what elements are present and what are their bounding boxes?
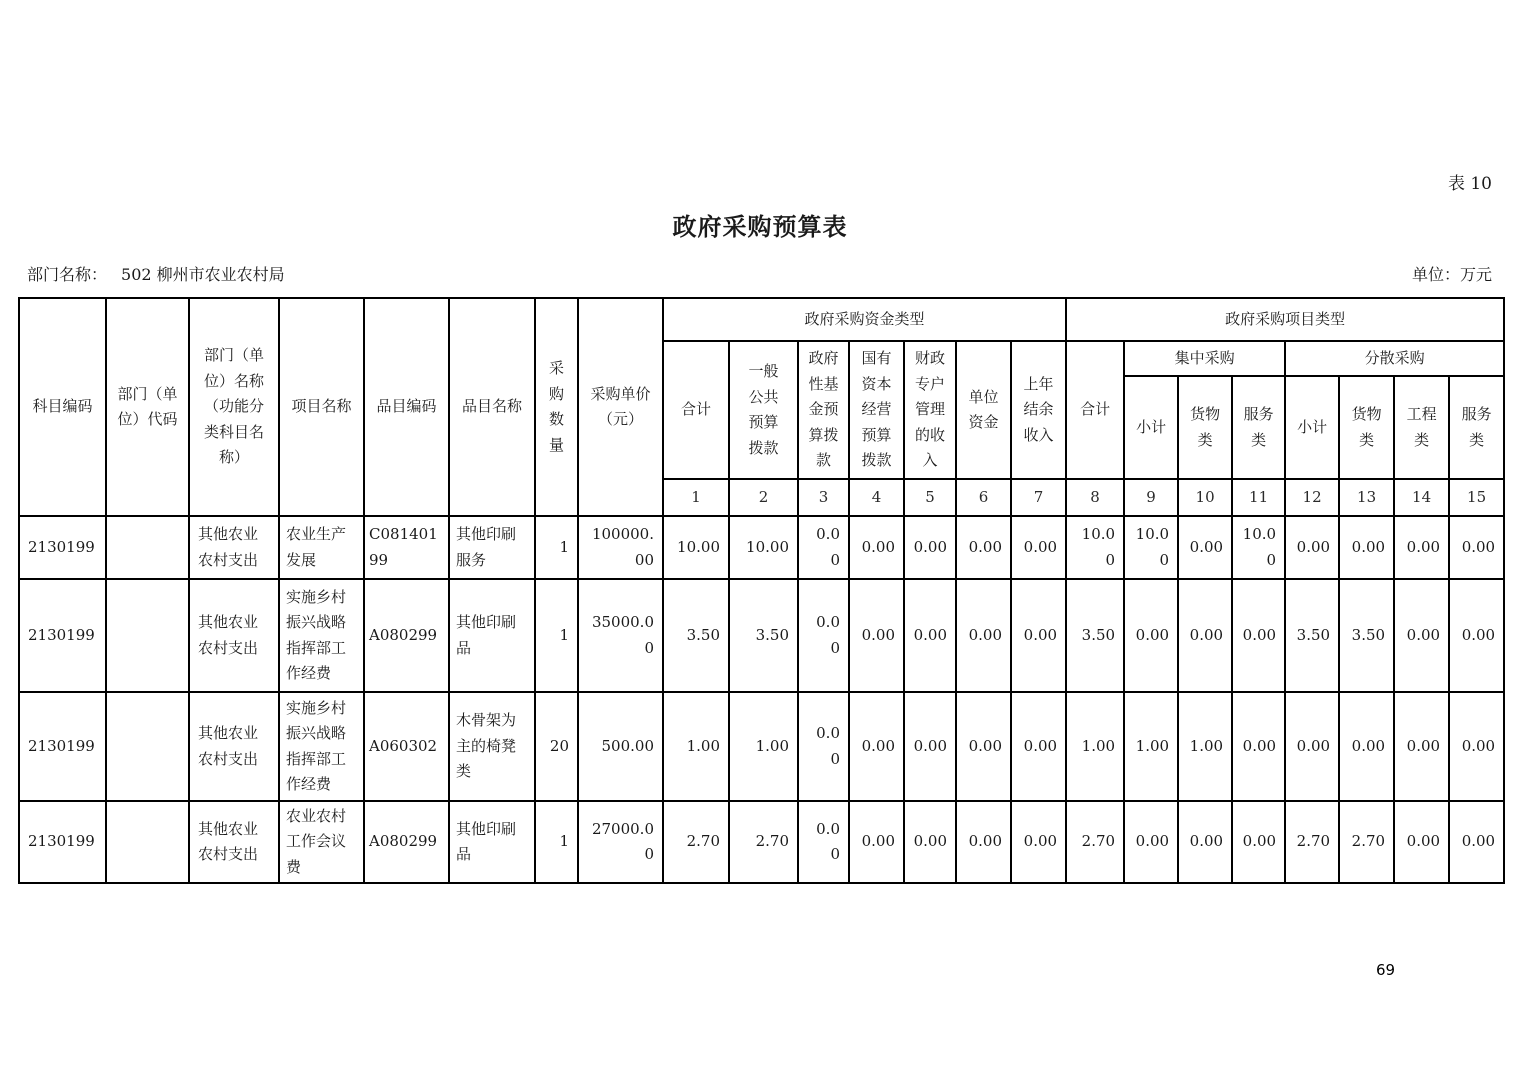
cell-project-name: 实施乡村振兴战略指挥部工作经费 — [279, 692, 364, 801]
cell-item-code: A060302 — [364, 692, 449, 801]
cell-dispersed-works: 0.00 — [1394, 579, 1449, 692]
cell-item-name: 其他印刷服务 — [449, 516, 535, 579]
cell-project-total: 2.70 — [1066, 801, 1124, 883]
cell-dispersed-services: 0.00 — [1449, 801, 1504, 883]
cell-fund-prior-year-surplus: 0.00 — [1011, 579, 1066, 692]
col-number: 3 — [798, 479, 849, 516]
cell-item-code: A080299 — [364, 801, 449, 883]
cell-dept-name: 其他农业农村支出 — [189, 801, 279, 883]
cell-centralized-services: 10.00 — [1232, 516, 1285, 579]
col-number: 7 — [1011, 479, 1066, 516]
cell-unit-price: 35000.00 — [578, 579, 663, 692]
col-number: 5 — [904, 479, 956, 516]
cell-fund-government-fund-budget: 0.00 — [798, 692, 849, 801]
cell-dispersed-works: 0.00 — [1394, 516, 1449, 579]
cell-dispersed-goods: 0.00 — [1339, 692, 1394, 801]
cell-project-name: 农业农村工作会议费 — [279, 801, 364, 883]
cell-dept-code — [106, 692, 189, 801]
cell-qty: 1 — [535, 579, 578, 692]
cell-fund-general-public-budget: 2.70 — [729, 801, 798, 883]
col-header-dispersed-works: 工程类 — [1394, 376, 1449, 479]
col-number: 2 — [729, 479, 798, 516]
cell-dept-code — [106, 579, 189, 692]
page-number: 69 — [1376, 961, 1396, 979]
project-type-group-header: 政府采购项目类型 — [1066, 298, 1504, 341]
col-header-dispersed-subtotal: 小计 — [1285, 376, 1339, 479]
cell-centralized-subtotal: 0.00 — [1124, 801, 1178, 883]
cell-dispersed-goods: 3.50 — [1339, 579, 1394, 692]
cell-dispersed-subtotal: 3.50 — [1285, 579, 1339, 692]
col-header-fund-unit-funds: 单位资金 — [956, 341, 1011, 479]
cell-unit-price: 27000.00 — [578, 801, 663, 883]
cell-centralized-subtotal: 10.00 — [1124, 516, 1178, 579]
department-line — [27, 262, 285, 285]
cell-fund-government-fund-budget: 0.00 — [798, 516, 849, 579]
col-number: 8 — [1066, 479, 1124, 516]
col-header-centralized-goods: 货物类 — [1178, 376, 1232, 479]
col-header-subject-code: 科目编码 — [19, 298, 106, 516]
cell-item-name: 其他印刷品 — [449, 579, 535, 692]
cell-centralized-services: 0.00 — [1232, 801, 1285, 883]
cell-subject-code: 2130199 — [19, 516, 106, 579]
cell-centralized-goods: 0.00 — [1178, 579, 1232, 692]
col-header-fund-general-public-budget: 一般公共预算拨款 — [729, 341, 798, 479]
cell-fund-state-capital-budget: 0.00 — [849, 516, 904, 579]
cell-qty: 1 — [535, 801, 578, 883]
department-value: 502 柳州市农业农村局 — [121, 265, 285, 284]
cell-dispersed-services: 0.00 — [1449, 692, 1504, 801]
dispersed-procurement-header: 分散采购 — [1285, 341, 1504, 376]
col-header-fund-fiscal-special-account: 财政专户管理的收入 — [904, 341, 956, 479]
cell-centralized-services: 0.00 — [1232, 692, 1285, 801]
cell-fund-government-fund-budget: 0.00 — [798, 579, 849, 692]
cell-centralized-goods: 0.00 — [1178, 801, 1232, 883]
cell-project-total: 3.50 — [1066, 579, 1124, 692]
cell-centralized-goods: 1.00 — [1178, 692, 1232, 801]
col-number: 12 — [1285, 479, 1339, 516]
cell-subject-code: 2130199 — [19, 692, 106, 801]
cell-qty: 20 — [535, 692, 578, 801]
col-header-unit-price: 采购单价（元） — [578, 298, 663, 516]
col-number: 15 — [1449, 479, 1504, 516]
table-row — [19, 579, 1504, 692]
sheet-label: 表 10 — [1447, 174, 1492, 194]
cell-project-total: 10.00 — [1066, 516, 1124, 579]
table-row — [19, 801, 1504, 883]
cell-centralized-goods: 0.00 — [1178, 516, 1232, 579]
cell-dept-name: 其他农业农村支出 — [189, 516, 279, 579]
cell-dispersed-services: 0.00 — [1449, 516, 1504, 579]
cell-fund-fiscal-special-account: 0.00 — [904, 579, 956, 692]
page-title: 政府采购预算表 — [672, 212, 848, 241]
col-number: 10 — [1178, 479, 1232, 516]
col-number: 9 — [1124, 479, 1178, 516]
cell-fund-unit-funds: 0.00 — [956, 801, 1011, 883]
cell-dispersed-goods: 0.00 — [1339, 516, 1394, 579]
cell-unit-price: 100000.00 — [578, 516, 663, 579]
cell-dept-name: 其他农业农村支出 — [189, 579, 279, 692]
procurement-budget-table — [18, 297, 1505, 884]
col-number: 13 — [1339, 479, 1394, 516]
cell-fund-general-public-budget: 3.50 — [729, 579, 798, 692]
col-header-item-name: 品目名称 — [449, 298, 535, 516]
cell-subject-code: 2130199 — [19, 801, 106, 883]
col-header-project-name: 项目名称 — [279, 298, 364, 516]
cell-fund-general-public-budget: 10.00 — [729, 516, 798, 579]
cell-fund-prior-year-surplus: 0.00 — [1011, 516, 1066, 579]
col-header-purchase-qty: 采购数量 — [535, 298, 578, 516]
cell-centralized-subtotal: 0.00 — [1124, 579, 1178, 692]
col-header-fund-government-fund-budget: 政府性基金预算拨款 — [798, 341, 849, 479]
cell-dept-code — [106, 801, 189, 883]
cell-fund-total: 3.50 — [663, 579, 729, 692]
cell-fund-fiscal-special-account: 0.00 — [904, 692, 956, 801]
col-header-item-code: 品目编码 — [364, 298, 449, 516]
col-header-centralized-services: 服务类 — [1232, 376, 1285, 479]
fund-type-group-header: 政府采购资金类型 — [663, 298, 1066, 341]
cell-fund-fiscal-special-account: 0.00 — [904, 516, 956, 579]
table-row — [19, 692, 1504, 801]
cell-fund-state-capital-budget: 0.00 — [849, 692, 904, 801]
department-label: 部门名称： — [27, 265, 108, 284]
col-number: 11 — [1232, 479, 1285, 516]
cell-qty: 1 — [535, 516, 578, 579]
col-number: 1 — [663, 479, 729, 516]
cell-project-name: 实施乡村振兴战略指挥部工作经费 — [279, 579, 364, 692]
cell-dispersed-services: 0.00 — [1449, 579, 1504, 692]
col-header-centralized-subtotal: 小计 — [1124, 376, 1178, 479]
col-header-dispersed-services: 服务类 — [1449, 376, 1504, 479]
cell-fund-state-capital-budget: 0.00 — [849, 579, 904, 692]
cell-fund-total: 2.70 — [663, 801, 729, 883]
cell-fund-unit-funds: 0.00 — [956, 692, 1011, 801]
cell-item-code: C08140199 — [364, 516, 449, 579]
cell-fund-state-capital-budget: 0.00 — [849, 801, 904, 883]
cell-fund-prior-year-surplus: 0.00 — [1011, 692, 1066, 801]
cell-project-total: 1.00 — [1066, 692, 1124, 801]
cell-subject-code: 2130199 — [19, 579, 106, 692]
cell-item-name: 其他印刷品 — [449, 801, 535, 883]
cell-fund-total: 1.00 — [663, 692, 729, 801]
col-header-dept-code: 部门（单位）代码 — [106, 298, 189, 516]
col-header-project-total: 合计 — [1066, 341, 1124, 479]
cell-fund-general-public-budget: 1.00 — [729, 692, 798, 801]
col-header-fund-prior-year-surplus: 上年结余收入 — [1011, 341, 1066, 479]
cell-fund-government-fund-budget: 0.00 — [798, 801, 849, 883]
cell-fund-unit-funds: 0.00 — [956, 516, 1011, 579]
cell-dispersed-works: 0.00 — [1394, 692, 1449, 801]
cell-dispersed-subtotal: 2.70 — [1285, 801, 1339, 883]
cell-dispersed-subtotal: 0.00 — [1285, 516, 1339, 579]
cell-fund-total: 10.00 — [663, 516, 729, 579]
table-meta-row — [27, 262, 1492, 285]
cell-fund-fiscal-special-account: 0.00 — [904, 801, 956, 883]
col-header-fund-state-capital-budget: 国有资本经营预算拨款 — [849, 341, 904, 479]
col-number: 14 — [1394, 479, 1449, 516]
col-header-dispersed-goods: 货物类 — [1339, 376, 1394, 479]
header-row-groups — [19, 298, 1504, 341]
cell-dispersed-goods: 2.70 — [1339, 801, 1394, 883]
cell-dept-code — [106, 516, 189, 579]
cell-dept-name: 其他农业农村支出 — [189, 692, 279, 801]
cell-item-name: 木骨架为主的椅凳类 — [449, 692, 535, 801]
cell-project-name: 农业生产发展 — [279, 516, 364, 579]
centralized-procurement-header: 集中采购 — [1124, 341, 1285, 376]
cell-unit-price: 500.00 — [578, 692, 663, 801]
unit-note: 单位：万元 — [1411, 265, 1492, 284]
table-row — [19, 516, 1504, 579]
col-number: 6 — [956, 479, 1011, 516]
col-header-dept-name: 部门（单位）名称（功能分类科目名称） — [189, 298, 279, 516]
cell-fund-unit-funds: 0.00 — [956, 579, 1011, 692]
cell-dispersed-subtotal: 0.00 — [1285, 692, 1339, 801]
cell-item-code: A080299 — [364, 579, 449, 692]
cell-fund-prior-year-surplus: 0.00 — [1011, 801, 1066, 883]
cell-dispersed-works: 0.00 — [1394, 801, 1449, 883]
col-number: 4 — [849, 479, 904, 516]
cell-centralized-subtotal: 1.00 — [1124, 692, 1178, 801]
cell-centralized-services: 0.00 — [1232, 579, 1285, 692]
col-header-fund-total: 合计 — [663, 341, 729, 479]
